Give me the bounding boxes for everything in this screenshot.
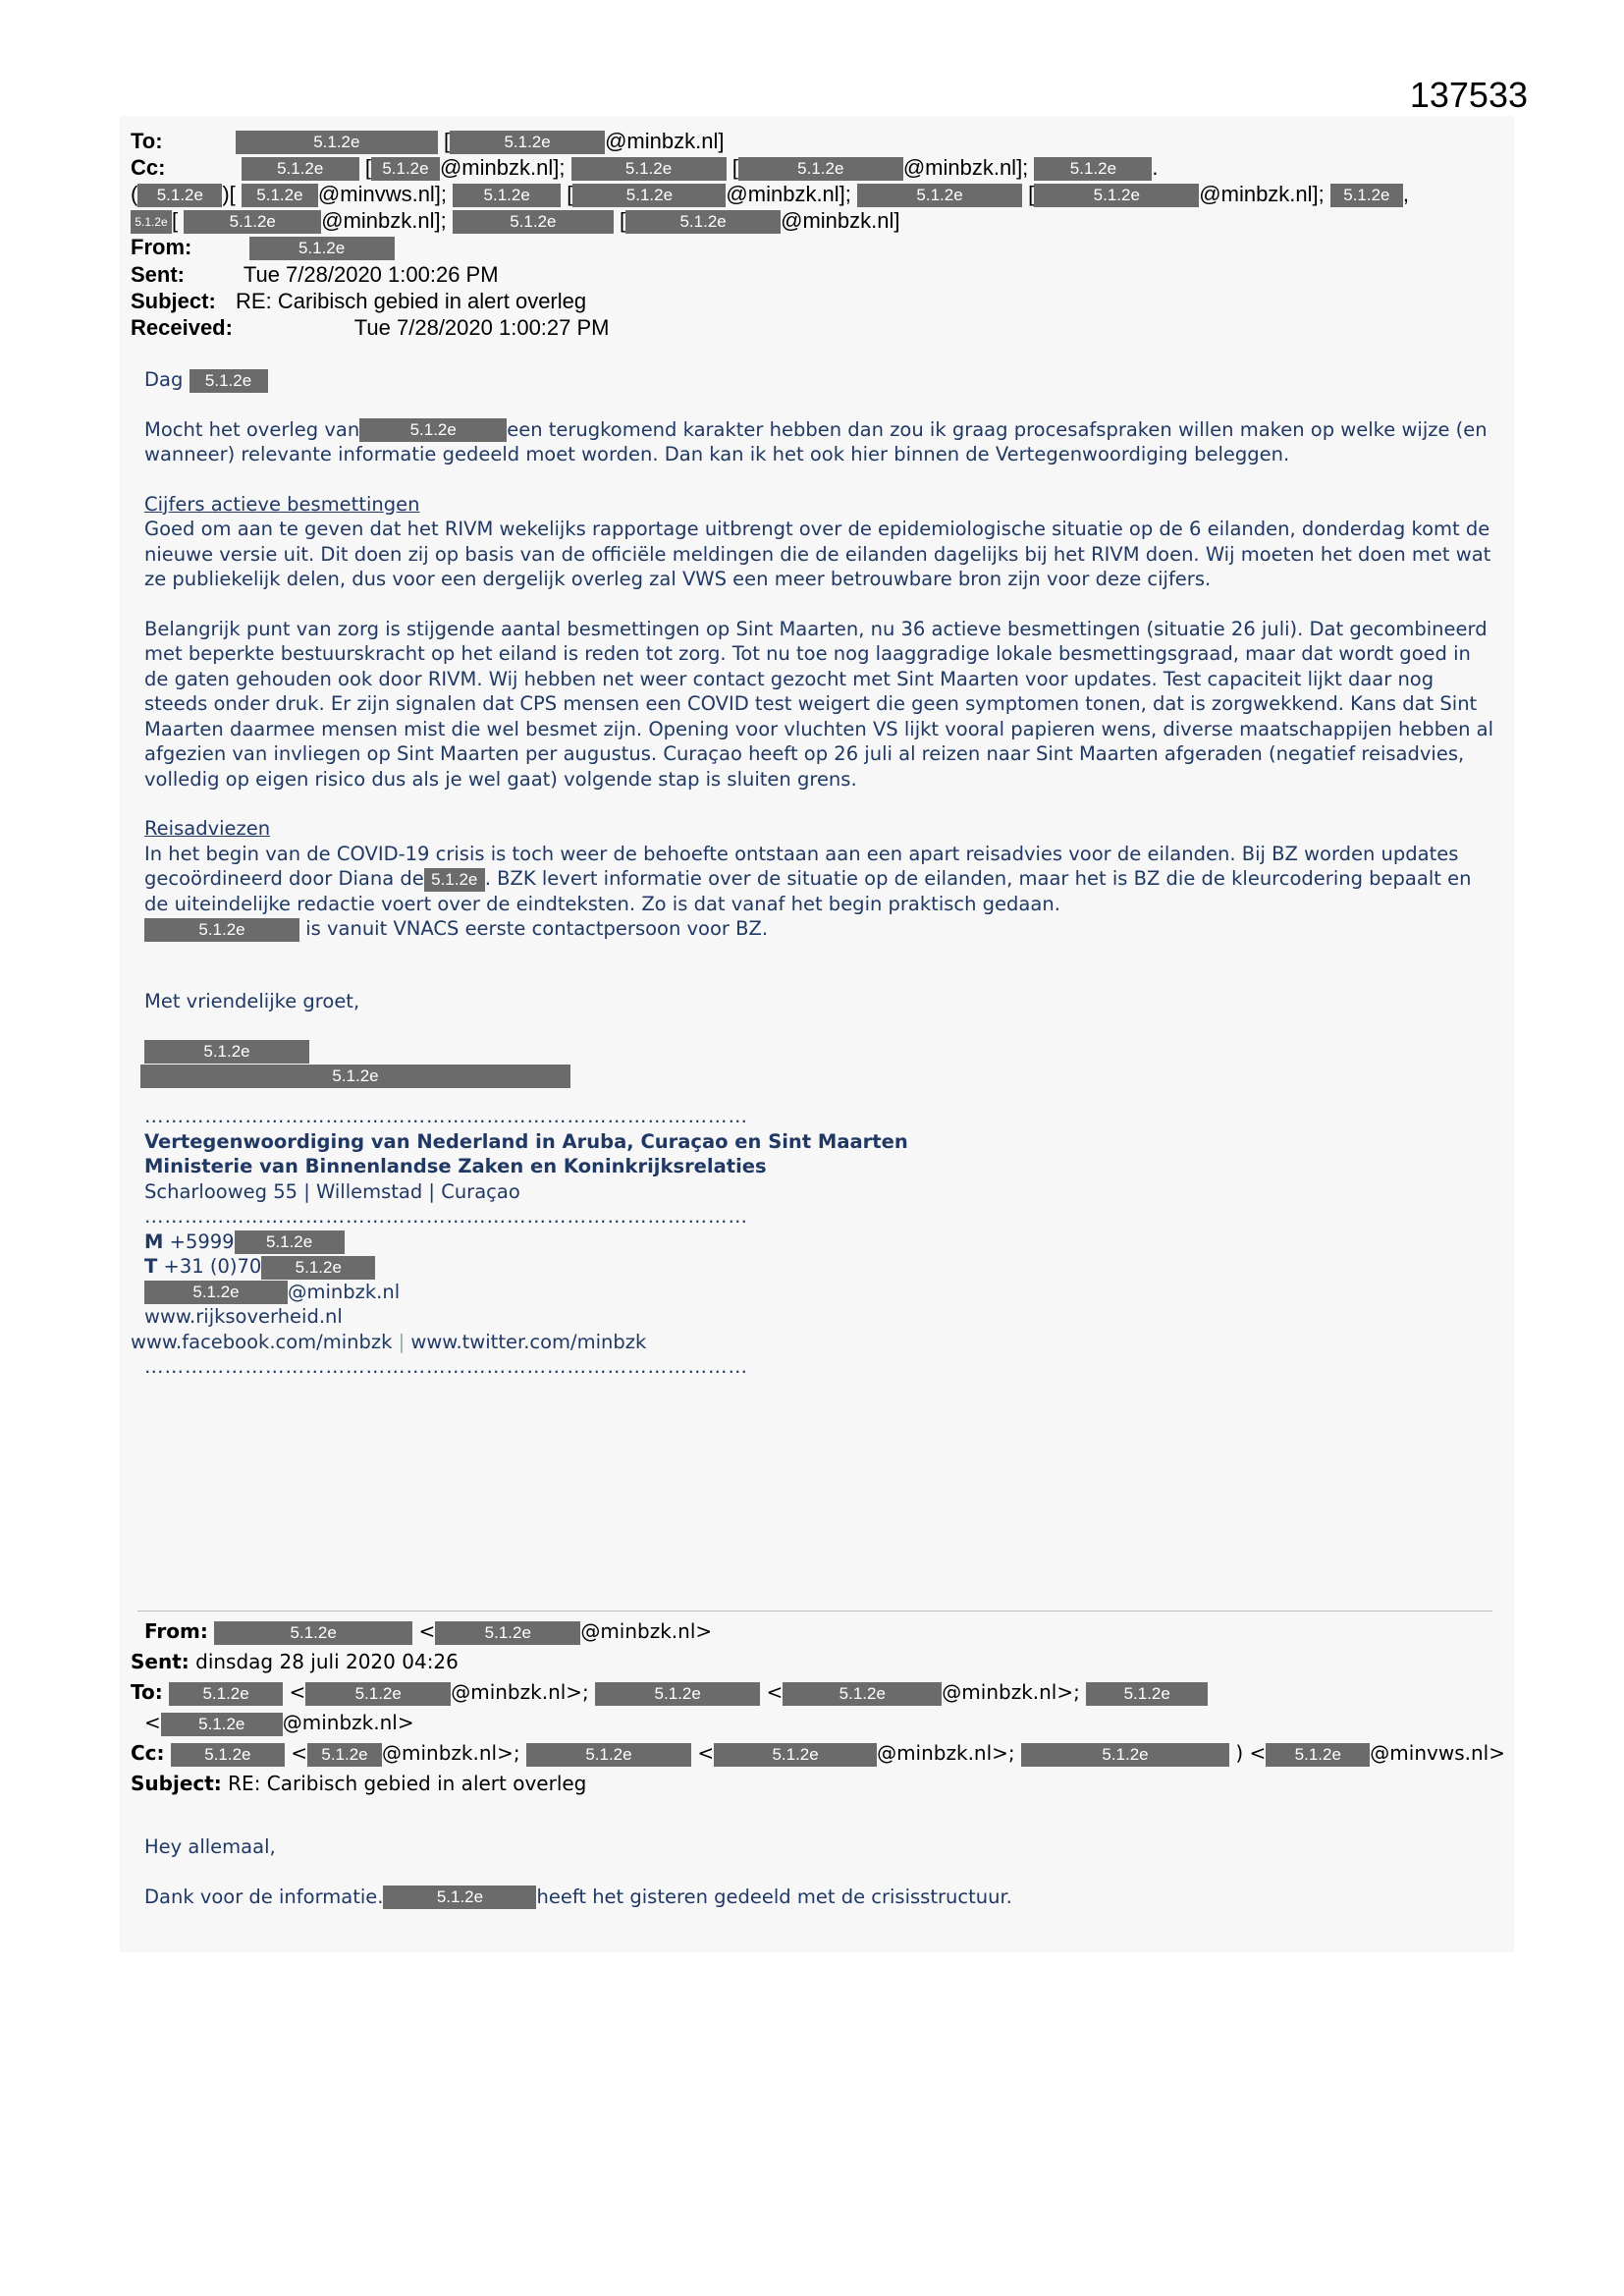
email-body [131,367,1499,1380]
phone-line: T +31 (0)70 5.1.2e [144,1254,1499,1280]
redaction: 5.1.2e [595,1682,760,1706]
fw-from-line: From: 5.1.2e < 5.1.2e @minbzk.nl> [144,1619,713,1643]
header-from-line [131,234,395,260]
redaction: 5.1.2e [242,157,359,181]
org-name-2: Ministerie van Binnenlandse Zaken en Koninkrijksrelaties [144,1155,767,1177]
social-links: www.facebook.com/minbzk | www.twitter.com/minbzk [131,1330,647,1353]
redaction: 5.1.2e [161,1713,283,1736]
sent-value: Tue 7/28/2020 1:00:26 PM [243,262,499,287]
redaction: 5.1.2e [435,1621,580,1645]
org-name-1: Vertegenwoordiging van Nederland in Aruba, Curaçao en Sint Maarten [144,1129,908,1153]
email-line: 5.1.2e @minbzk.nl [144,1280,1499,1305]
redaction: 5.1.2e [249,237,395,260]
redaction: 5.1.2e [625,210,781,234]
facebook-link[interactable]: www.facebook.com/minbzk [131,1330,393,1353]
redaction: 5.1.2e [371,157,440,181]
header-cc-line-1: Cc: 5.1.2e [ 5.1.2e @minbzk.nl]; 5.1.2e [ 5.1.2e @minbzk.nl]; 5.1.2e . [131,155,1159,180]
redaction: 5.1.2e [1086,1682,1208,1706]
redaction: 5.1.2e [307,1743,382,1767]
redaction: 5.1.2e [137,184,222,207]
redaction: 5.1.2e [236,131,438,154]
redaction: 5.1.2e [1266,1743,1370,1767]
received-label: Received: [131,315,233,340]
cc-label: Cc: [131,155,166,180]
twitter-link[interactable]: www.twitter.com/minbzk [410,1330,647,1353]
signature-divider: ……………………………………………………………………………… [144,1355,748,1378]
signature-divider: ……………………………………………………………………………… [144,1205,748,1228]
redaction: 5.1.2e [235,1230,345,1254]
redaction: 5.1.2e [305,1682,451,1706]
subject-label: Subject: [131,289,216,313]
signature-names [144,1038,1499,1088]
separator [137,1611,1492,1612]
received-value: Tue 7/28/2020 1:00:27 PM [353,315,610,340]
fw-greeting: Hey allemaal, [144,1835,276,1858]
redaction: 5.1.2e [1021,1743,1229,1767]
heading-cijfers: Cijfers actieve besmettingen [144,492,420,516]
redaction: 5.1.2e [140,1065,570,1088]
redaction: 5.1.2e [1034,184,1199,207]
redaction: 5.1.2e [359,418,507,442]
redaction: 5.1.2e [144,1040,309,1064]
redaction: 5.1.2e [131,210,172,234]
cc-domain: @minbzk.nl]; [902,155,1029,180]
heading-reisadviezen: Reisadviezen [144,817,271,840]
paragraph-sint-maarten: Belangrijk punt van zorg is stijgende aantal besmettingen op Sint Maarten, nu 36 actieve besmettingen (situatie 26 juli). Dat gecombineerd met beperkte bestuurskracht op het eiland is reden tot zorg. Tot nu toe nog laaggradige lokale besmettingsgraad, maar dat wordt goed in de gaten gehouden ook door RIVM. Wij hebben net weer contact gezocht met Sint Maarten voor updates. Test capaciteit lijkt daar nog steeds onder druk. Er zijn signalen dat CPS mensen een COVID test weigert die geen symptomen tonen, dat is zorgwekkend. Kans dat Sint Maarten daarmee mensen mist die wel besmet zijn. Opening voor vluchten VS lijkt vooral papieren wens, diverse maatschappijen hebben al afgezien van invliegen op Sint Maarten per augustus. Curaçao heeft op 26 juli al reizen naar Sint Maarten afgeraden (negatief reisadvies, volledig op eigen risico dus als je wel gaat) volgende stap is sluiten grens. [144,617,1493,791]
forwarded-body [144,1834,1499,1934]
fw-to-line: To: 5.1.2e < 5.1.2e @minbzk.nl>; 5.1.2e < 5.1.2e @minbzk.nl>; 5.1.2e [131,1677,1208,1708]
redaction: 5.1.2e [572,184,726,207]
fw-sent-line: Sent: dinsdag 28 juli 2020 04:26 [131,1650,459,1673]
header-received-line [131,314,610,341]
redaction: 5.1.2e [714,1743,877,1767]
cc-domain: @minvws.nl]; [317,182,448,206]
paragraph-intro: Mocht het overleg van 5.1.2e een terugkomend karakter hebben dan zou ik graag procesafspraken willen maken op welke wijze (en wanneer) relevante informatie gedeeld moet worden. Dan kan ik het ook hier binnen de Vertegenwoordiging beleggen. [144,417,1488,465]
redaction: 5.1.2e [783,1682,942,1706]
redaction: 5.1.2e [1034,157,1152,181]
redaction: 5.1.2e [738,157,903,181]
redaction: 5.1.2e [184,210,321,234]
paragraph-rivm: Goed om aan te geven dat het RIVM wekelijks rapportage uitbrengt over de epidemiologische situatie op de 6 eilanden, donderdag komt de nieuwe versie uit. Dit doen zij op basis van de officiële meldingen die de eilanden dagelijks bij het RIVM doen. Wij moeten het doen met wat ze publiekelijk delen, dus voor een dergelijk overleg zal VWS een meer betrouwbare bron zijn voor deze cijfers. [144,518,1491,590]
subject-value: RE: Caribisch gebied in alert overleg [236,289,587,313]
header-cc-line-3: 5.1.2e [ 5.1.2e @minbzk.nl]; 5.1.2e [ 5.1.2e @minbzk.nl] [131,207,899,234]
cc-domain: @minbzk.nl] [781,208,900,233]
fw-cc-line: Cc: 5.1.2e < 5.1.2e @minbzk.nl>; 5.1.2e < 5.1.2e @minbzk.nl>; 5.1.2e ) < 5.1.2e @minvws.nl> [131,1741,1505,1765]
redaction: 5.1.2e [242,184,318,207]
from-label: From: [131,235,192,259]
header-cc-line-2: ( 5.1.2e )[ 5.1.2e @minvws.nl]; 5.1.2e [ 5.1.2e @minbzk.nl]; 5.1.2e [ 5.1.2e @minbzk.nl]; 5.1.2e , [131,182,1410,206]
header-to-line: To: 5.1.2e [ 5.1.2e @minbzk.nl] [131,129,725,153]
redaction: 5.1.2e [261,1256,375,1280]
org-address: Scharlooweg 55 | Willemstad | Curaçao [144,1179,520,1203]
redaction: 5.1.2e [171,1743,285,1767]
greeting: Dag 5.1.2e [144,367,1499,393]
cc-domain: @minbzk.nl]; [726,182,851,206]
redaction: 5.1.2e [526,1743,691,1767]
page-number: 137533 [1409,75,1528,115]
redaction: 5.1.2e [169,1682,283,1706]
redaction: 5.1.2e [424,868,485,892]
to-domain: @minbzk.nl] [605,129,725,153]
fw-to-line-2: < 5.1.2e @minbzk.nl> [144,1711,414,1734]
website-link[interactable]: www.rijksoverheid.nl [144,1305,343,1328]
redaction: 5.1.2e [857,184,1022,207]
header-sent-line [131,261,499,288]
redaction: 5.1.2e [450,131,605,154]
header-subject-line [131,288,586,314]
signature-divider: ……………………………………………………………………………… [144,1105,748,1127]
closing: Met vriendelijke groet, [144,989,360,1012]
redaction: 5.1.2e [189,369,268,393]
redaction: 5.1.2e [144,1281,288,1304]
redaction: 5.1.2e [383,1886,536,1909]
redaction: 5.1.2e [571,157,727,181]
cc-domain: @minbzk.nl]; [321,208,447,233]
cc-domain: @minbzk.nl]; [1199,182,1325,206]
mobile-line: M +5999 5.1.2e [144,1230,1499,1255]
sent-label: Sent: [131,262,185,287]
redaction: 5.1.2e [144,918,299,942]
redaction: 5.1.2e [214,1621,412,1645]
fw-subject-line: Subject: RE: Caribisch gebied in alert overleg [131,1772,587,1795]
redaction: 5.1.2e [453,184,561,207]
redaction: 5.1.2e [1330,184,1403,207]
to-label: To: [131,129,163,153]
cc-domain: @minbzk.nl]; [439,155,566,180]
redaction: 5.1.2e [453,210,614,234]
paragraph-reisadviezen: In het begin van de COVID-19 crisis is toch weer de behoefte ontstaan aan een apart reisadvies voor de eilanden. Bij BZ worden updates gecoördineerd door Diana de 5.1.2e . BZK levert informatie over de situatie op de eilanden, maar het is BZ die de kleurcodering bepaalt en de uiteindelijke redactie voert over de eindteksten. Zo is dat vanaf het begin praktisch gedaan. 5.1.2e is vanuit VNACS eerste contactpersoon voor BZ. [144,842,1472,940]
fw-paragraph: Dank voor de informatie. 5.1.2e heeft het gisteren gedeeld met de crisisstructuur. [144,1885,1012,1908]
